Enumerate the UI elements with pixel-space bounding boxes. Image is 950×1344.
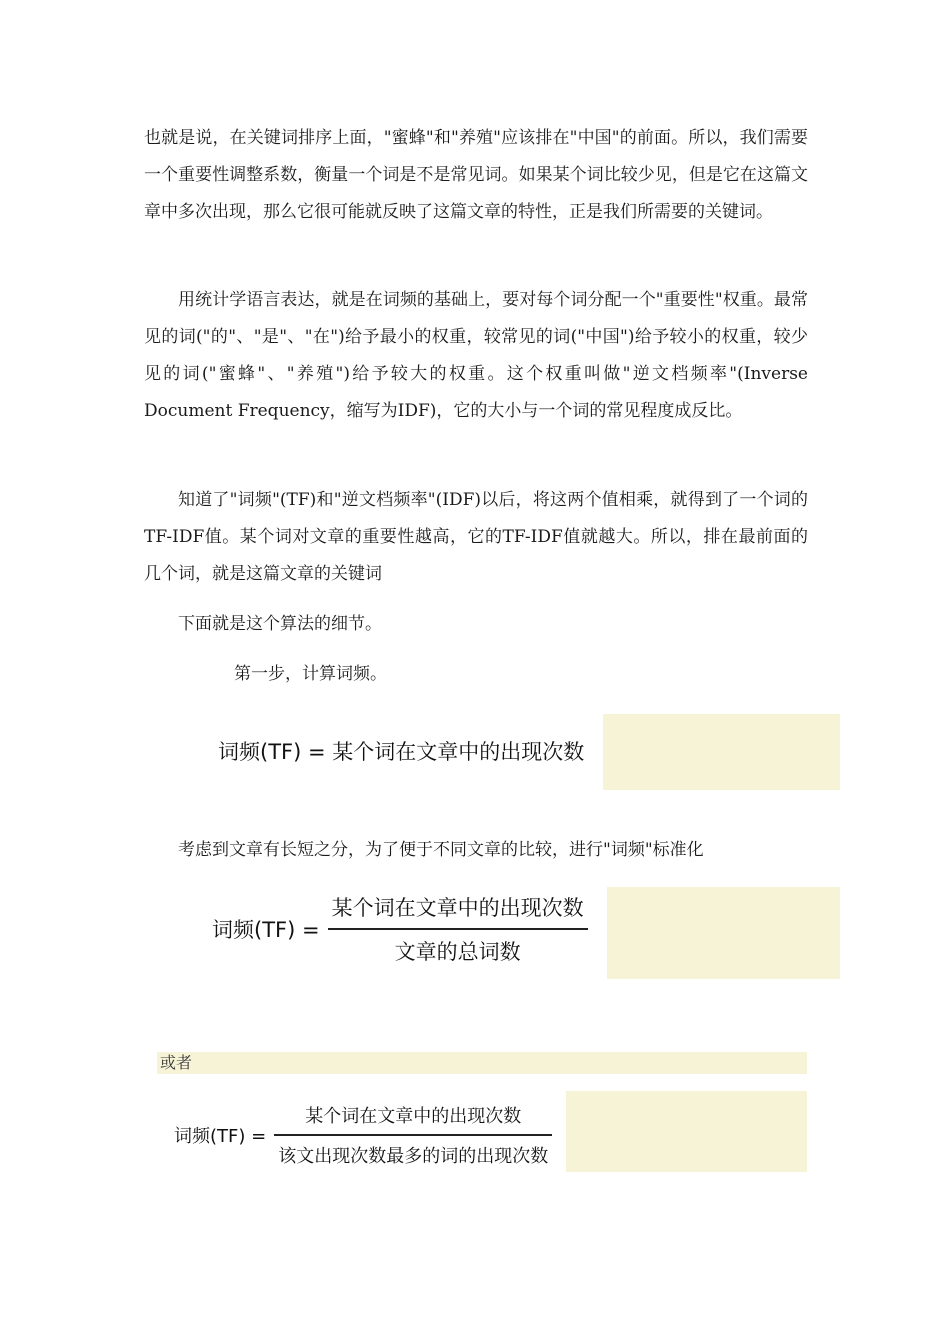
formula-term-frequency [218,736,584,766]
formula-normalized-tf-total-words [212,892,588,966]
formula2-numerator: 某个词在文章中的出现次数 [331,896,584,920]
formula1-text: 词频(TF) = 某个词在文章中的出现次数 [218,740,585,764]
formula3-highlight-box [566,1091,807,1172]
formula2-fraction [328,892,588,966]
formula3-denominator: 该文出现次数最多的词的出现次数 [278,1146,549,1167]
formula3-fraction [274,1102,552,1168]
formula2-denominator: 文章的总词数 [394,940,521,964]
formula2-highlight-box [607,887,840,979]
formula-normalized-tf-max-count [174,1102,552,1168]
formula3-lhs: 词频(TF) = [174,1126,267,1147]
formula1-highlight-box [603,714,840,790]
paragraph-tfidf-product: 知道了"词频"(TF)和"逆文档频率"(IDF)以后，将这两个值相乘，就得到了一个词的TF-IDF值。某个词对文章的重要性越高，它的TF-IDF值就越大。所以，排在最前面的几个词，就是这篇文章的关键词 [144,490,808,584]
paragraph-algorithm-details: 下面就是这个算法的细节。 [178,614,382,634]
paragraph-importance-factor: 也就是说，在关键词排序上面，"蜜蜂"和"养殖"应该排在"中国"的前面。所以，我们需要一个重要性调整系数，衡量一个词是不是常见词。如果某个词比较少见，但是它在这篇文章中多次出现，那么它很可能就反映了这篇文章的特性，正是我们所需要的关键词。 [144,128,808,222]
paragraph-idf-definition: 用统计学语言表达，就是在词频的基础上，要对每个词分配一个"重要性"权重。最常见的词("的"、"是"、"在")给予最小的权重，较常见的词("中国")给予较小的权重，较少见的词("蜜蜂"、"养殖")给予较大的权重。这个权重叫做"逆文档频率"(Inverse Document Frequency，缩写为IDF)，它的大小与一个词的常见程度成反比。 [144,290,808,421]
step-one-heading: 第一步，计算词频。 [234,664,387,684]
formula2-lhs: 词频(TF) = [212,918,320,942]
or-label: 或者 [157,1052,807,1074]
formula3-numerator: 某个词在文章中的出现次数 [305,1106,522,1127]
paragraph-normalization: 考虑到文章有长短之分，为了便于不同文章的比较，进行"词频"标准化 [178,840,704,860]
